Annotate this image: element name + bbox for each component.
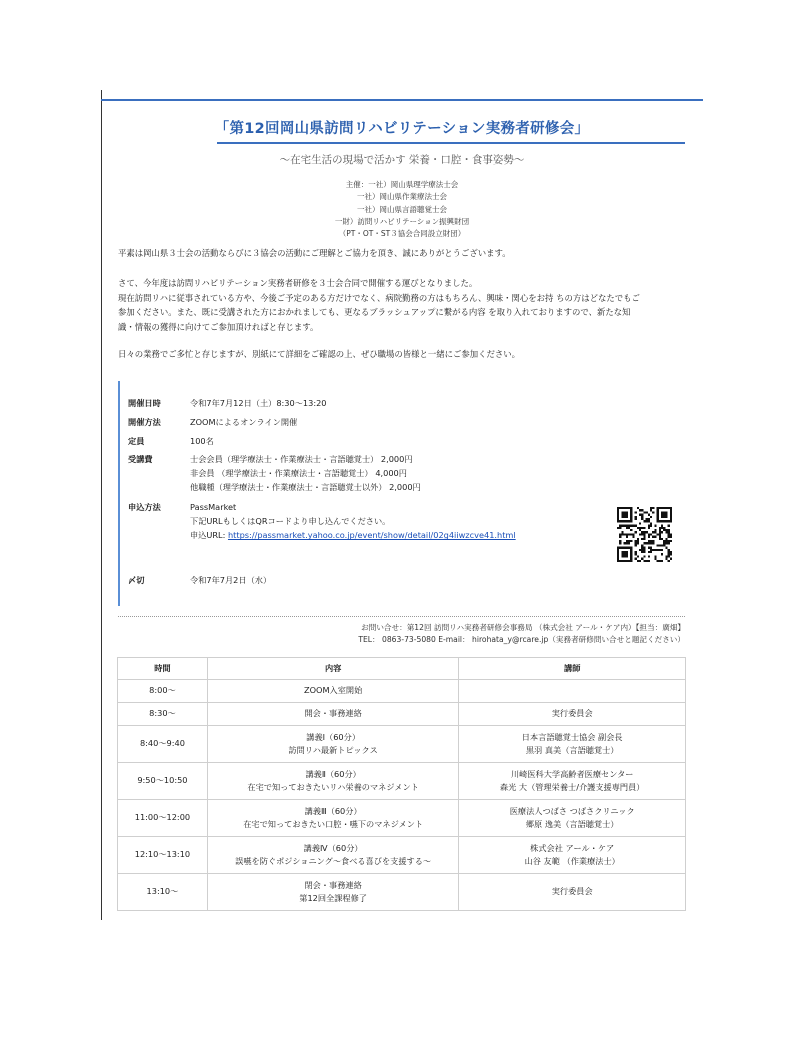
- row-content: [207, 874, 459, 911]
- apply-url-line: [190, 528, 516, 542]
- lecturer-line: 川崎医科大学高齢者医療センター: [510, 768, 634, 779]
- table-row: [118, 800, 686, 837]
- intro-paragraph-1: 平素は岡山県３士会の活動ならびに３協会の活動にご理解とご協力を頂き、誠にありがとうございます。: [118, 248, 511, 258]
- lecturer-line: 郷原 逸美（言語聴覚士）: [525, 819, 619, 829]
- organizer-line: 一財）訪問リハビリテーション振興財団: [334, 216, 470, 226]
- title-underline: [217, 142, 685, 144]
- table-row: [118, 680, 686, 703]
- apply-note: 下記URLもしくはQRコードより申し込んでください。: [190, 516, 391, 527]
- table-row: [118, 763, 686, 800]
- row-lecturer: [459, 703, 686, 726]
- table-row: [118, 874, 686, 911]
- content-line: 開会・事務連絡: [304, 708, 362, 719]
- page-subtitle: 〜在宅生活の現場で活かす 栄養・口腔・食事姿勢〜: [279, 154, 525, 166]
- page-title: 「第12回岡山県訪問リハビリテーション実務者研修会」: [214, 121, 590, 137]
- section-divider: [118, 616, 685, 617]
- row-lecturer: [459, 837, 686, 874]
- row-content: [207, 680, 459, 703]
- content-line: 講義Ⅰ（60分）: [306, 731, 361, 742]
- table-row: [118, 837, 686, 874]
- apply-url-label: 申込URL:: [190, 530, 228, 541]
- top-rule: [101, 99, 703, 101]
- row-content: [207, 763, 459, 800]
- lecturer-line: 実行委員会: [551, 886, 593, 897]
- fee-label: 受講費: [128, 454, 153, 464]
- capacity-label: 定員: [128, 436, 145, 446]
- content-line: 講義Ⅱ（60分）: [305, 768, 361, 779]
- method-value: ZOOMによるオンライン開催: [190, 417, 298, 427]
- content-line: 講義Ⅳ（60分）: [303, 842, 363, 853]
- intro-line: 参加ください。また、既に受講された方におかれましても、更なるブラッシュアップに繋がる内容 を取り入れておりますので、新たな知: [118, 307, 631, 318]
- content-line: ZOOM入室開始: [303, 685, 363, 696]
- qr-code[interactable]: [617, 507, 672, 562]
- intro-line: 現在訪問リハに従事されている方や、今後ご予定のある方だけでなく、病院勤務の方はもちろん、興味・関心をお持 ちの方はどなたでもご: [118, 292, 640, 303]
- organizer-line: 一社）岡山県作業療法士会: [357, 192, 447, 202]
- capacity-value: 100名: [190, 436, 214, 446]
- organizer-line: 主催：一社）岡山県理学療法士会: [345, 180, 459, 189]
- row-time: 12:10〜13:10: [118, 837, 208, 874]
- intro-paragraph-2: [118, 276, 703, 334]
- row-lecturer: [459, 874, 686, 911]
- intro-paragraph-3: 日々の業務でご多忙と存じますが、別紙にて詳細をご確認の上、ぜひ職場の皆様と一緒にご参加ください。: [118, 349, 520, 359]
- lecturer-line: 森光 大（管理栄養士/介護支援専門員）: [499, 782, 645, 792]
- header-lecturer: 講師: [459, 658, 686, 680]
- row-time: 11:00〜12:00: [118, 800, 208, 837]
- contact-line-1: お問い合せ：第12回 訪問リハ実務者研修会事務局 （株式会社 アール・ケア内）【担当：廣畑】: [361, 623, 685, 632]
- content-line: 在宅で知っておきたい口腔・嚥下のマネジメント: [243, 819, 424, 829]
- details-accent-bar: [118, 381, 120, 606]
- schedule-header-row: [118, 658, 686, 680]
- date-value: 令和7年7月12日（土）8:30〜13:20: [190, 398, 327, 408]
- apply-label: 申込方法: [128, 502, 161, 512]
- fee-values: [190, 452, 421, 495]
- table-row: [118, 726, 686, 763]
- row-time: 8:30〜: [118, 703, 208, 726]
- method-label: 開催方法: [128, 417, 161, 427]
- row-lecturer: [459, 800, 686, 837]
- header-content: 内容: [207, 658, 459, 680]
- lecturer-line: 株式会社 アール・ケア: [530, 842, 615, 853]
- schedule-table: [117, 657, 686, 911]
- organizer-line: （PT・OT・ST３協会合同設立財団）: [338, 229, 466, 239]
- header-time: 時間: [118, 658, 208, 680]
- intro-line: 識・情報の獲得に向けてご参加頂ければと存じます。: [118, 321, 319, 332]
- row-lecturer: [459, 763, 686, 800]
- organizer-line: 一社）岡山県言語聴覚士会: [357, 204, 447, 214]
- event-details-box: [118, 381, 685, 606]
- lecturer-line: 山谷 友範 （作業療法士）: [524, 856, 620, 866]
- deadline-label: 〆切: [128, 575, 145, 585]
- row-content: [207, 800, 459, 837]
- row-time: 8:00〜: [118, 680, 208, 703]
- row-content: [207, 703, 459, 726]
- content-line: 講義Ⅲ（60分）: [304, 805, 362, 816]
- fee-line: 非会員 （理学療法士・作業療法士・言語聴覚士） 4,000円: [190, 468, 407, 479]
- row-content: [207, 726, 459, 763]
- contact-line-2: TEL： 0863-73-5080 E-mail： hirohata_y@rcare.jp（実務者研修問い合せと題記ください）: [358, 635, 685, 644]
- content-line: 誤嚥を防ぐポジショニング〜食べる喜びを支援する〜: [235, 856, 432, 866]
- date-label: 開催日時: [128, 398, 161, 408]
- content-line: 閉会・事務連絡: [304, 879, 362, 890]
- deadline-value: 令和7年7月2日（水）: [190, 575, 272, 585]
- row-time: 8:40〜9:40: [118, 726, 208, 763]
- table-row: [118, 703, 686, 726]
- row-time: 9:50〜10:50: [118, 763, 208, 800]
- lecturer-line: 日本言語聴覚士協会 副会長: [521, 731, 623, 742]
- organizers: [101, 179, 703, 240]
- row-lecturer: [459, 726, 686, 763]
- apply-url-link[interactable]: https://passmarket.yahoo.co.jp/event/show/detail/02g4iiwzcve41.html: [227, 530, 516, 541]
- intro-line: さて、今年度は訪問リハビリテーション実務者研修を３士会合同で開催する運びとなりました。: [118, 278, 478, 288]
- lecturer-line: 医療法人つばさ つばさクリニック: [509, 805, 635, 816]
- row-time: 13:10〜: [118, 874, 208, 911]
- apply-service: PassMarket: [190, 502, 237, 512]
- fee-line: 士会会員（理学療法士・作業療法士・言語聴覚士） 2,000円: [190, 454, 413, 464]
- lecturer-line: 実行委員会: [551, 708, 593, 719]
- row-content: [207, 837, 459, 874]
- content-line: 在宅で知っておきたいリハ栄養のマネジメント: [247, 782, 419, 792]
- row-lecturer: [459, 680, 686, 703]
- content-line: 第12回全課程修了: [299, 893, 367, 903]
- content-line: 訪問リハ最新トピックス: [288, 745, 378, 755]
- fee-line: 他職種（理学療法士・作業療法士・言語聴覚士以外） 2,000円: [190, 482, 421, 493]
- apply-values: [190, 500, 516, 543]
- lecturer-line: 黒羽 真美（言語聴覚士）: [525, 745, 619, 755]
